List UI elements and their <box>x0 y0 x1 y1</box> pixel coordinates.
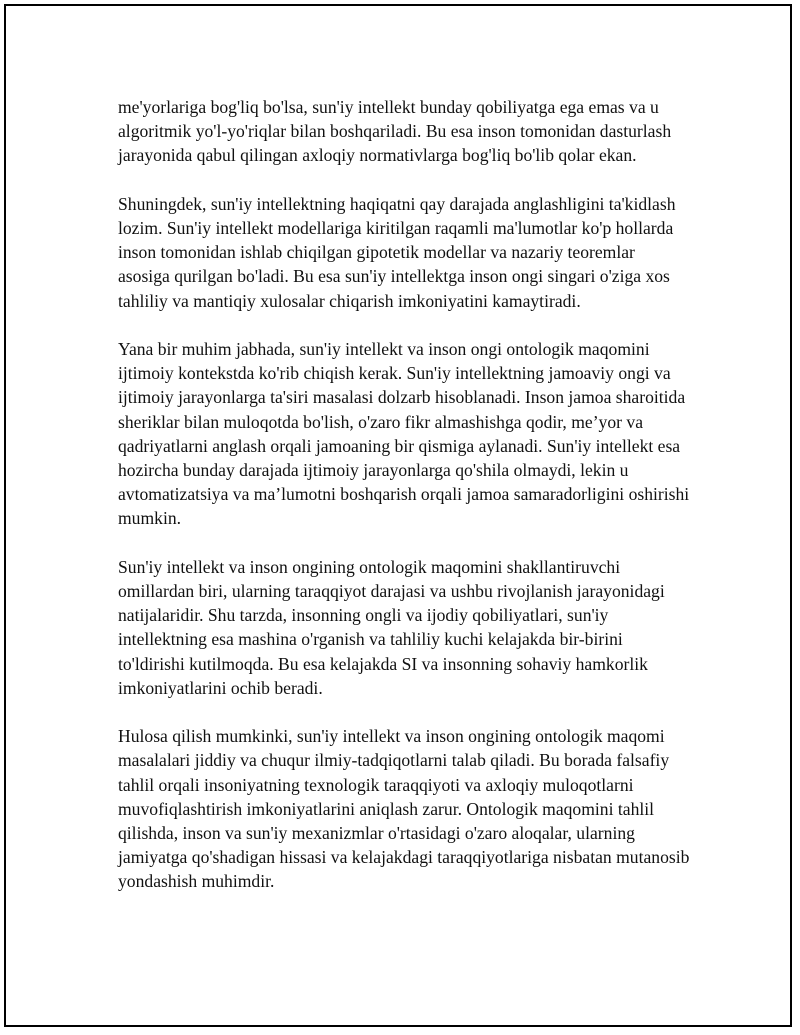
document-body <box>118 95 690 918</box>
paragraph-2: Shuningdek, sun'iy intellektning haqiqatni qay darajada anglashligini ta'kidlash lozim. Sun'iy intellekt modellariga kiritilgan raqamli ma'lumotlar ko'p hollarda inson tomonidan ishlab chiqilgan gipotetik modellar va nazariy teoremlar asosiga qurilgan bo'ladi. Bu esa sun'iy intellektga inson ongi singari o'ziga xos tahliliy va mantiqiy xulosalar chiqarish imkoniyatini kamaytiradi. <box>118 193 676 311</box>
paragraph-3: Yana bir muhim jabhada, sun'iy intellekt va inson ongi ontologik maqomini ijtimoiy kontekstda ko'rib chiqish kerak. Sun'iy intellektning jamoaviy ongi va ijtimoiy jarayonlarga ta'siri masalasi dolzarb hisoblanadi. Inson jamoa sharoitida sheriklar bilan muloqotda bo'lish, o'zaro fikr almashishga qodir, me’yor va qadriyatlarni anglash orqali jamoaning bir qismiga aylanadi. Sun'iy intellekt esa hozircha bunday darajada ijtimoiy jarayonlarga qo'shila olmaydi, lekin u avtomatizatsiya va ma’lumotni boshqarish orqali jamoa samaradorligini oshirishi mumkin. <box>118 339 690 529</box>
paragraph-5: Hulosa qilish mumkinki, sun'iy intellekt va inson ongining ontologik maqomi masalalari jiddiy va chuqur ilmiy-tadqiqotlarni talab qiladi. Bu borada falsafiy tahlil orqali insoniyatning texnologik taraqqiyoti va axloqiy muloqotlarni muvofiqlashtirish imkoniyatlarini aniqlash zarur. Ontologik maqomini tahlil qilishda, inson va sun'iy mexanizmlar o'rtasidagi o'zaro aloqalar, ularning jamiyatga qo'shadigan hissasi va kelajakdagi taraqqiyotlariga nisbatan mutanosib yondashish muhimdir. <box>118 726 690 892</box>
paragraph-1: me'yorlariga bog'liq bo'lsa, sun'iy intellekt bunday qobiliyatga ega emas va u algoritmik yo'l-yo'riqlar bilan boshqariladi. Bu esa inson tomonidan dasturlash jarayonida qabul qilingan axloqiy normativlarga bog'liq bo'lib qolar ekan. <box>118 97 672 166</box>
paragraph-4: Sun'iy intellekt va inson ongining ontologik maqomini shakllantiruvchi omillardan biri, ularning taraqqiyot darajasi va ushbu rivojlanish jarayonidagi natijalaridir. Shu tarzda, insonning ongli va ijodiy qobiliyatlari, sun'iy intellektning esa mashina o'rganish va tahliliy kuchi kelajakda bir-birini to'ldirishi kutilmoqda. Bu esa kelajakda SI va insonning sohaviy hamkorlik imkoniyatlarini ochib beradi. <box>118 556 665 698</box>
